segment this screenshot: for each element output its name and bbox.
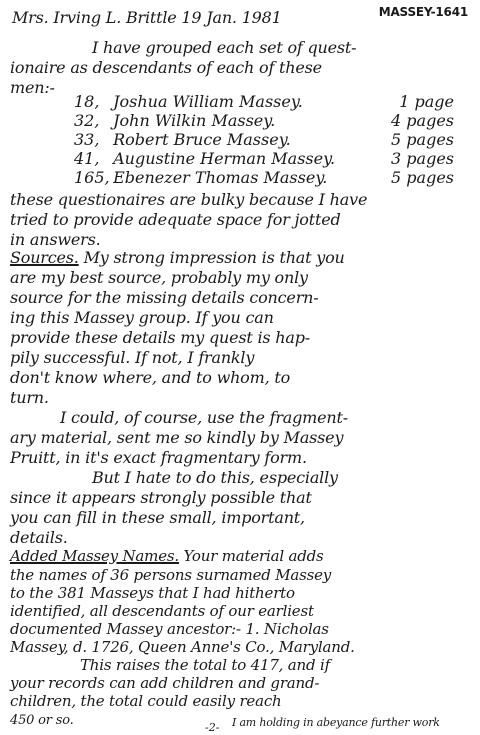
page-count: 5 pages	[391, 168, 454, 187]
body-line: ing this Massey group. If you can	[10, 308, 274, 327]
body-line: ary material, sent me so kindly by Massey	[10, 428, 344, 447]
intro-line: I have grouped each set of quest-	[92, 38, 357, 57]
body-line: in answers.	[10, 230, 101, 249]
intro-line: men:-	[10, 78, 55, 97]
descendant-list-item	[74, 149, 454, 169]
body-line: tried to provide adequate space for jotted	[10, 210, 341, 229]
body-line: the names of 36 persons surnamed Massey	[10, 566, 332, 584]
body-line: I am holding in abeyance further work	[232, 716, 440, 729]
sources-heading: Sources.	[10, 248, 79, 267]
ancestor-number: 18,	[74, 92, 100, 111]
body-line: identified, all descendants of our earliest	[10, 602, 314, 620]
file-code: MASSEY-1641	[378, 5, 468, 19]
body-line: Pruitt, in it's exact fragmentary form.	[10, 448, 307, 467]
body-line: children, the total could easily reach	[10, 692, 282, 710]
page-count: 1 page	[399, 92, 454, 111]
ancestor-number: 41,	[74, 149, 100, 168]
page-count: 4 pages	[391, 111, 454, 130]
ancestor-name: Ebenezer Thomas Massey.	[113, 168, 328, 187]
body-line: you can fill in these small, important,	[10, 508, 305, 527]
page-count: 3 pages	[391, 149, 454, 168]
body-line: But I hate to do this, especially	[92, 468, 338, 487]
body-line: these questionaires are bulky because I have	[10, 190, 368, 209]
body-text: My strong impression is that you	[78, 248, 345, 267]
descendant-list-item	[74, 92, 454, 112]
descendant-list-item	[74, 111, 454, 131]
ancestor-name: Joshua William Massey.	[113, 92, 303, 111]
body-line: provide these details my quest is hap-	[10, 328, 311, 347]
page-number: -2-	[205, 721, 220, 734]
body-line: 450 or so.	[10, 713, 74, 728]
ancestor-number: 33,	[74, 130, 100, 149]
intro-line: ionaire as descendants of each of these	[10, 58, 322, 77]
ancestor-name: John Wilkin Massey.	[113, 111, 276, 130]
body-text: Your material adds	[178, 547, 324, 565]
body-line: don't know where, and to whom, to	[10, 368, 291, 387]
ancestor-number: 165,	[74, 168, 110, 187]
body-line: since it appears strongly possible that	[10, 488, 312, 507]
added-names-heading: Added Massey Names.	[10, 547, 179, 565]
added-names-paragraph-first-line	[10, 546, 324, 566]
body-line: This raises the total to 417, and if	[80, 656, 330, 674]
body-line: Massey, d. 1726, Queen Anne's Co., Maryland.	[10, 638, 355, 656]
page-count: 5 pages	[391, 130, 454, 149]
ancestor-name: Augustine Herman Massey.	[113, 149, 336, 168]
body-line: details.	[10, 528, 68, 547]
body-line: to the 381 Masseys that I had hitherto	[10, 584, 295, 602]
body-line: turn.	[10, 388, 49, 407]
descendant-list-item	[74, 168, 454, 188]
sources-paragraph-first-line	[10, 248, 345, 268]
ancestor-name: Robert Bruce Massey.	[113, 130, 291, 149]
body-line: I could, of course, use the fragment-	[60, 408, 348, 427]
descendant-list-item	[74, 130, 454, 150]
body-line: pily successful. If not, I frankly	[10, 348, 255, 367]
body-line: source for the missing details concern-	[10, 288, 319, 307]
ancestor-number: 32,	[74, 111, 100, 130]
body-line: are my best source, probably my only	[10, 268, 308, 287]
body-line: documented Massey ancestor:- 1. Nicholas	[10, 620, 329, 638]
body-line: your records can add children and grand-	[10, 674, 320, 692]
addressee-date-line: Mrs. Irving L. Brittle 19 Jan. 1981	[12, 8, 282, 27]
